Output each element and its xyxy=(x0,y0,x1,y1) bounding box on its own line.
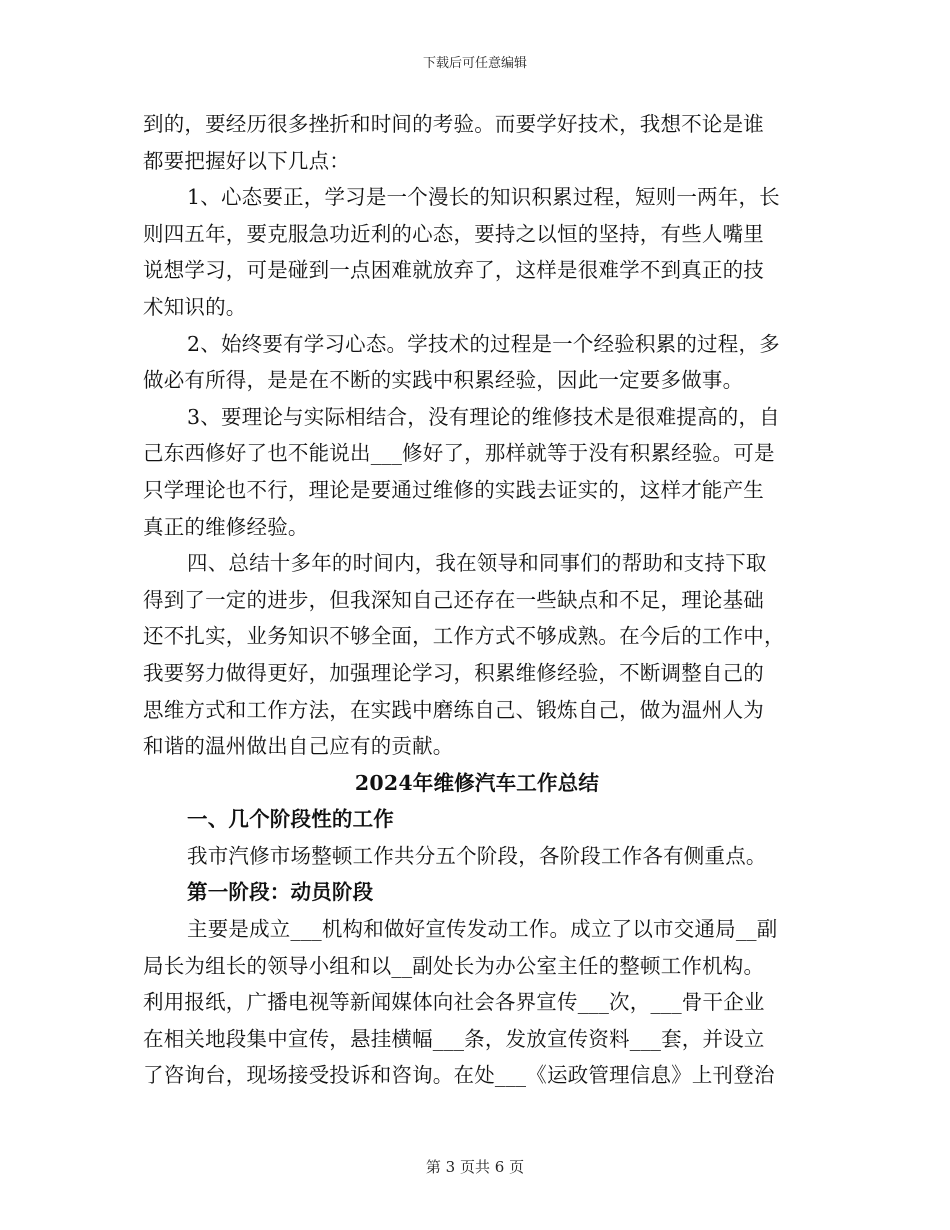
text-line: 了咨询台，现场接受投诉和咨询。在处___《运政管理信息》上刊登治 xyxy=(143,1063,775,1088)
text-line: 做必有所得，是是在不断的实践中积累经验，因此一定要多做事。 xyxy=(143,368,744,393)
text-line: 得到了一定的进步，但我深知自己还存在一些缺点和不足，理论基础 xyxy=(143,587,764,612)
document-body xyxy=(143,106,811,1094)
text-line: 都要把握好以下几点： xyxy=(143,148,350,173)
text-line: 1、心态要正，学习是一个漫长的知识积累过程，短则一两年，长 xyxy=(187,185,780,210)
text-line: 四、总结十多年的时间内，我在领导和同事们的帮助和支持下取 xyxy=(187,551,767,576)
text-line: 真正的维修经验。 xyxy=(143,514,309,539)
text-line: 只学理论也不行，理论是要通过维修的实践去证实的，这样才能产生 xyxy=(143,477,764,502)
text-line: 3、要理论与实际相结合，没有理论的维修技术是很难提高的，自 xyxy=(187,404,780,429)
text-line: 术知识的。 xyxy=(143,294,247,319)
section-title: 2024年维修汽车工作总结 xyxy=(354,770,600,795)
text-line: 2、始终要有学习心态。学技术的过程是一个经验积累的过程，多 xyxy=(187,331,780,356)
text-line: 还不扎实，业务知识不够全面，工作方式不够成熟。在今后的工作中， xyxy=(143,624,785,649)
text-line: 己东西修好了也不能说出___修好了，那样就等于没有积累经验。可是 xyxy=(143,441,775,466)
text-line: 说想学习，可是碰到一点困难就放弃了，这样是很难学不到真正的技 xyxy=(143,258,764,283)
page-header: 下载后可任意编辑 xyxy=(422,56,527,71)
text-line: 到的，要经历很多挫折和时间的考验。而要学好技术，我想不论是谁 xyxy=(143,112,764,136)
section-heading: 一、几个阶段性的工作 xyxy=(187,807,394,832)
text-line: 思维方式和工作方法，在实践中磨练自己、锻炼自己，做为温州人为 xyxy=(143,697,764,722)
page-footer: 第 3 页共 6 页 xyxy=(425,1158,525,1176)
text-line: 利用报纸，广播电视等新闻媒体向社会各界宣传___次，___骨干企业 xyxy=(143,990,765,1015)
text-line: 则四五年，要克服急功近利的心态，要持之以恒的坚持，有些人嘴里 xyxy=(143,221,764,246)
section-heading: 第一阶段：动员阶段 xyxy=(187,880,374,905)
text-line: 我要努力做得更好，加强理论学习，积累维修经验，不断调整自己的 xyxy=(143,660,764,685)
text-line: 主要是成立___机构和做好宣传发动工作。成立了以市交通局__副 xyxy=(187,917,778,942)
text-line: 我市汽修市场整顿工作共分五个阶段，各阶段工作各有侧重点。 xyxy=(187,843,767,868)
text-line: 和谐的温州做出自己应有的贡献。 xyxy=(143,734,454,759)
text-line: 局长为组长的领导小组和以__副处长为办公室主任的整顿工作机构。 xyxy=(143,953,765,978)
text-line: 在相关地段集中宣传，悬挂横幅___条，发放宣传资料___套，并设立 xyxy=(143,1026,765,1051)
